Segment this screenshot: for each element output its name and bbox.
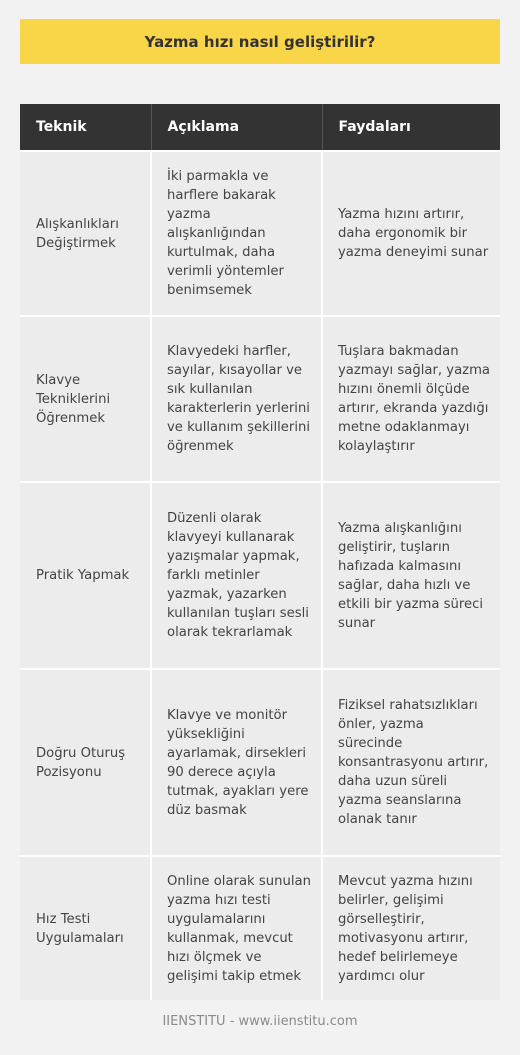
- technique-cell: Pratik Yapmak: [20, 482, 151, 669]
- benefits-cell: Yazma alışkanlığını geliştirir, tuşların hafızada kalmasını sağlar, daha hızlı ve etkili bir yazma süreci sunar: [322, 482, 500, 669]
- techniques-table-container: [20, 104, 500, 1000]
- benefits-cell: Tuşlara bakmadan yazmayı sağlar, yazma hızını önemli ölçüde artırır, ekranda yazdığı metne odaklanmayı kolaylaştırır: [322, 316, 500, 482]
- header-technique: Teknik: [20, 104, 151, 151]
- page-title: Yazma hızı nasıl geliştirilir?: [144, 32, 376, 51]
- description-cell: Online olarak sunulan yazma hızı testi uygulamalarını kullanmak, mevcut hızı ölçmek ve gelişimi takip etmek: [151, 856, 322, 1000]
- technique-cell: Hız Testi Uygulamaları: [20, 856, 151, 1000]
- header-benefits: Faydaları: [322, 104, 500, 151]
- table-header-row: [20, 104, 500, 151]
- table-row: [20, 151, 500, 316]
- techniques-table: [20, 104, 500, 1000]
- footer-credit: IIENSTITU - www.iienstitu.com: [162, 1014, 358, 1029]
- benefits-cell: Fiziksel rahatsızlıkları önler, yazma sürecinde konsantrasyonu artırır, daha uzun süreli yazma seanslarına olanak tanır: [322, 669, 500, 856]
- description-cell: İki parmakla ve harflere bakarak yazma alışkanlığından kurtulmak, daha verimli yöntemler benimsemek: [151, 151, 322, 316]
- table-row: [20, 316, 500, 482]
- table-row: [20, 856, 500, 1000]
- description-cell: Klavye ve monitör yüksekliğini ayarlamak, dirsekleri 90 derece açıyla tutmak, ayakları yere düz basmak: [151, 669, 322, 856]
- table-row: [20, 669, 500, 856]
- title-banner: [20, 19, 500, 64]
- benefits-cell: Yazma hızını artırır, daha ergonomik bir yazma deneyimi sunar: [322, 151, 500, 316]
- description-cell: Düzenli olarak klavyeyi kullanarak yazışmalar yapmak, farklı metinler yazmak, yazarken kullanılan tuşları sesli olarak tekrarlamak: [151, 482, 322, 669]
- technique-cell: Alışkanlıkları Değiştirmek: [20, 151, 151, 316]
- technique-cell: Klavye Tekniklerini Öğrenmek: [20, 316, 151, 482]
- benefits-cell: Mevcut yazma hızını belirler, gelişimi görselleştirir, motivasyonu artırır, hedef belirlemeye yardımcı olur: [322, 856, 500, 1000]
- header-description: Açıklama: [151, 104, 322, 151]
- description-cell: Klavyedeki harfler, sayılar, kısayollar ve sık kullanılan karakterlerin yerlerini ve kullanım şekillerini öğrenmek: [151, 316, 322, 482]
- table-row: [20, 482, 500, 669]
- technique-cell: Doğru Oturuş Pozisyonu: [20, 669, 151, 856]
